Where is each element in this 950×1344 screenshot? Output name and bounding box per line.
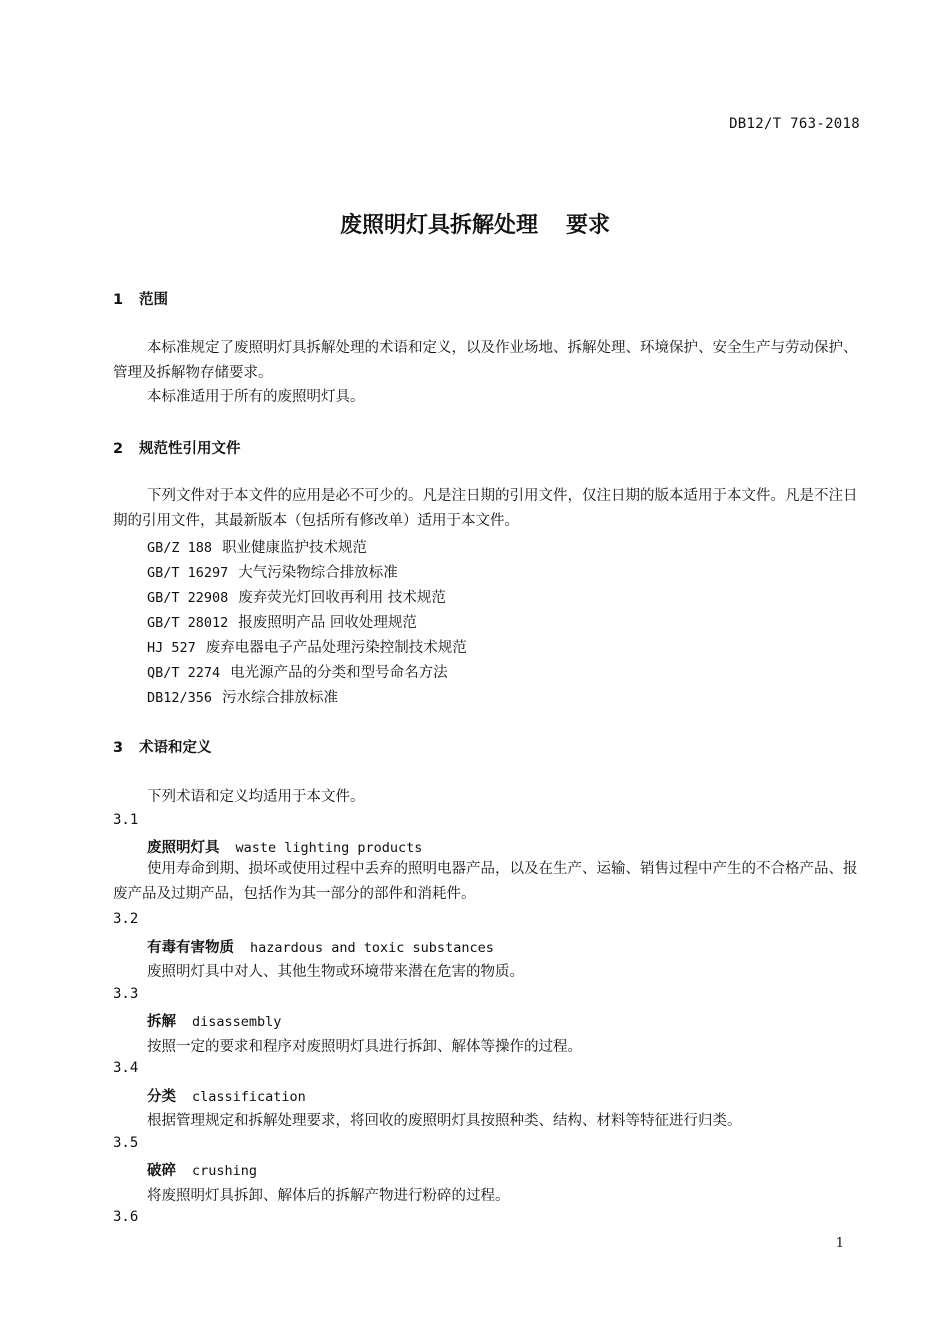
- term-chinese: 破碎: [147, 1163, 176, 1179]
- section-3-intro: 下列术语和定义均适用于本文件。: [147, 789, 365, 805]
- section-number: 1: [113, 292, 124, 308]
- reference-code: GB/Z 188: [147, 540, 213, 556]
- term-definition: 废照明灯具中对人、其他生物或环境带来潜在危害的物质。: [147, 964, 524, 980]
- term-number: 3.5: [113, 1135, 139, 1151]
- reference-item: [147, 636, 467, 657]
- term-number: 3.3: [113, 986, 139, 1002]
- term-definition: 使用寿命到期、损坏或使用过程中丢弃的照明电器产品，以及在生产、运输、销售过程中产生的不合格产品、报废产品及过期产品，包括作为其一部分的部件和消耗件。: [113, 861, 858, 902]
- title-suffix: 要求: [566, 213, 611, 238]
- standard-code: DB12/T 763-2018: [729, 116, 860, 132]
- page-number: 1: [835, 1236, 844, 1251]
- term-number: 3.6: [113, 1209, 139, 1225]
- term-heading: [147, 1085, 306, 1106]
- reference-title: 电光源产品的分类和型号命名方法: [230, 665, 448, 681]
- section-number: 3: [113, 740, 124, 756]
- section-1-paragraph-1: 本标准规定了废照明灯具拆解处理的术语和定义，以及作业场地、拆解处理、环境保护、安全生产与劳动保护、管理及拆解物存储要求。: [113, 340, 858, 381]
- term-english: waste lighting products: [235, 840, 423, 856]
- title-main: 废照明灯具拆解处理: [339, 213, 538, 238]
- section-3-heading: [113, 736, 212, 757]
- reference-title: 报废照明产品 回收处理规范: [238, 615, 417, 631]
- term-english: hazardous and toxic substances: [250, 940, 494, 956]
- section-2-heading: [113, 437, 241, 458]
- reference-code: HJ 527: [147, 640, 196, 656]
- section-1-heading: [113, 288, 168, 309]
- reference-code: GB/T 22908: [147, 590, 229, 606]
- term-definition: 将废照明灯具拆卸、解体后的拆解产物进行粉碎的过程。: [147, 1188, 510, 1204]
- term-number: 3.2: [113, 911, 139, 927]
- reference-item: [147, 586, 446, 607]
- section-1-paragraph-2: 本标准适用于所有的废照明灯具。: [147, 389, 365, 405]
- term-definition: 按照一定的要求和程序对废照明灯具进行拆卸、解体等操作的过程。: [147, 1039, 582, 1055]
- reference-title: 大气污染物综合排放标准: [238, 565, 398, 581]
- term-english: disassembly: [192, 1014, 282, 1030]
- document-title: [0, 208, 950, 239]
- section-title: 规范性引用文件: [139, 441, 241, 457]
- reference-code: GB/T 16297: [147, 565, 229, 581]
- reference-title: 废弃电器电子产品处理污染控制技术规范: [205, 640, 467, 656]
- term-number: 3.4: [113, 1060, 139, 1076]
- reference-code: QB/T 2274: [147, 665, 221, 681]
- section-number: 2: [113, 441, 124, 457]
- reference-title: 职业健康监护技术规范: [222, 540, 368, 556]
- term-chinese: 有毒有害物质: [147, 940, 234, 956]
- reference-code: GB/T 28012: [147, 615, 229, 631]
- term-heading: [147, 1010, 281, 1031]
- term-english: crushing: [192, 1163, 258, 1179]
- reference-item: [147, 561, 398, 582]
- term-heading: [147, 1159, 257, 1180]
- reference-title: 废弃荧光灯回收再利用 技术规范: [238, 590, 446, 606]
- section-title: 范围: [139, 292, 168, 308]
- reference-item: [147, 611, 417, 632]
- term-heading: [147, 936, 494, 957]
- reference-item: [147, 686, 338, 707]
- term-chinese: 拆解: [147, 1014, 176, 1030]
- reference-title: 污水综合排放标准: [222, 690, 339, 706]
- term-english: classification: [192, 1089, 306, 1105]
- term-definition: 根据管理规定和拆解处理要求，将回收的废照明灯具按照种类、结构、材料等特征进行归类。: [147, 1113, 742, 1129]
- section-2-intro: 下列文件对于本文件的应用是必不可少的。凡是注日期的引用文件，仅注日期的版本适用于本文件。凡是不注日期的引用文件，其最新版本（包括所有修改单）适用于本文件。: [113, 488, 858, 529]
- term-chinese: 废照明灯具: [147, 840, 220, 856]
- term-chinese: 分类: [147, 1089, 176, 1105]
- reference-code: DB12/356: [147, 690, 213, 706]
- term-number: 3.1: [113, 812, 139, 828]
- reference-item: [147, 536, 367, 557]
- reference-item: [147, 661, 448, 682]
- term-heading: [147, 836, 422, 857]
- section-title: 术语和定义: [139, 740, 212, 756]
